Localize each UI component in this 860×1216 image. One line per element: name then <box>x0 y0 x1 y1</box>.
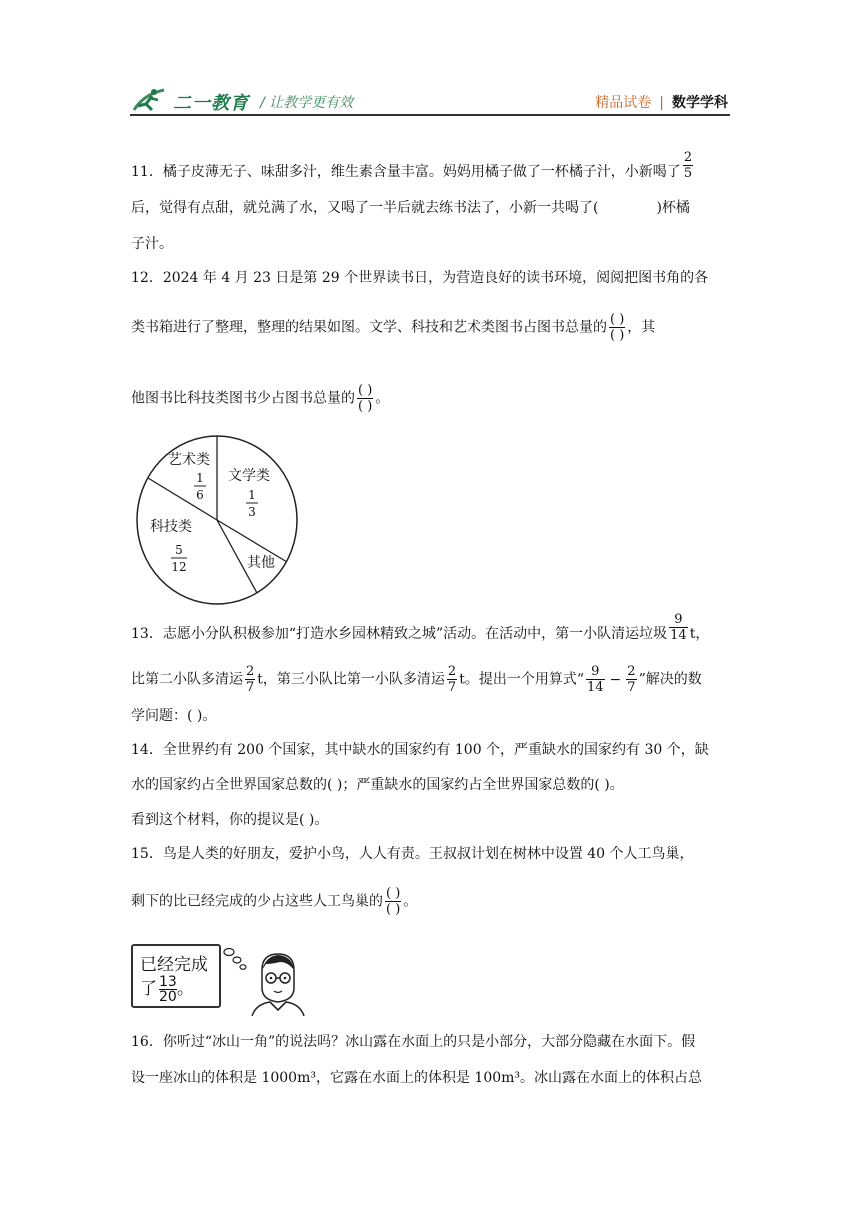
q15-blank-fraction[interactable]: ( ) ( ) <box>386 886 401 917</box>
q13-fraction-9-14: $\frac{9}{14}$ <box>670 611 687 643</box>
slice-value-art-n: 1 <box>196 471 204 485</box>
q13-line3: 学问题：( )。 <box>131 708 217 724</box>
q14-line1: 14．全世界约有 200 个国家，其中缺水的国家约有 100 个，严重缺水的国家约有 30 个，缺 <box>131 742 709 758</box>
speech-line1: 已经完成 <box>140 955 208 975</box>
brand-slogan: / 让教学更有效 <box>260 95 354 111</box>
slice-divider-art <box>148 478 217 520</box>
paper-tag: 精品试卷 <box>595 95 652 111</box>
q12-line2: 类书箱进行了整理，整理的结果如图。文学、科技和艺术类图书占图书总量的 ( ) ( ) ，其 <box>131 312 656 343</box>
q11-fraction: $\frac{2}{5}$ <box>683 149 693 181</box>
q12-blank-fraction-1[interactable]: ( ) ( ) <box>610 312 625 343</box>
q12-line3: 他图书比科技类图书少占图书总量的 ( ) ( ) 。 <box>131 383 390 414</box>
page-header <box>130 86 730 116</box>
brand-logo <box>130 86 250 114</box>
slice-value-sci-d: 12 <box>171 560 187 574</box>
slice-label-other: 其他 <box>247 555 275 571</box>
q16-line2: 设一座冰山的体积是 1000m³，它露在水面上的体积是 100m³。冰山露在水面上的体积占总 <box>131 1070 703 1086</box>
q13-fraction-2-7-b: $\frac{2}{7}$ <box>447 664 457 695</box>
slice-label-lit: 文学类 <box>228 468 270 484</box>
q16-line1: 16．你听过“冰山一角”的说法吗？冰山露在水面上的只是小部分，大部分隐藏在水面下。假 <box>131 1034 696 1050</box>
q11-line2: 后，觉得有点甜，就兑满了水，又喝了一半后就去练书法了，小新一共喝了( )杯橘 <box>131 200 690 216</box>
q13-fraction-expr-2: $\frac{2}{7}$ <box>627 664 636 695</box>
slice-value-lit-n: 1 <box>248 488 256 502</box>
brand-name: 二一教育 <box>173 93 249 114</box>
runner-logo-icon <box>130 86 172 114</box>
slice-label-sci: 科技类 <box>150 519 192 535</box>
slice-value-lit-d: 3 <box>248 505 256 519</box>
q12-blank-fraction-2[interactable]: ( ) ( ) <box>358 383 373 414</box>
slice-label-art: 艺术类 <box>168 452 210 468</box>
subject-label: 数学学科 <box>672 95 728 111</box>
speech-box <box>131 944 221 1008</box>
q14-line2: 水的国家约占全世界国家总数的( )；严重缺水的国家约占全世界国家总数的( )。 <box>131 777 624 793</box>
q12-line1: 12．2024 年 4 月 23 日是第 29 个世界读书日，为营造良好的读书环境，阅阅把图书角的各 <box>131 270 709 286</box>
q11-text1: 11．橘子皮薄无子、味甜多汁，维生素含量丰富。妈妈用橘子做了一杯橘子汁，小新喝了 <box>131 164 681 180</box>
q13-line2: 比第二小队多清运 $\frac{2}{7}$ t，第三小队比第一小队多清运 $\frac{2}{7}$ t。提出一个用算式“ $\frac{9}{14}$ − $\frac{2}{7}$ ”解决的数 <box>131 664 702 695</box>
q15-line1: 15．鸟是人类的好朋友，爱护小鸟，人人有责。王叔叔计划在树林中设置 40 个人工鸟巢， <box>131 846 694 862</box>
header-separator: | <box>659 95 664 111</box>
book-category-pie-chart <box>136 435 298 605</box>
slice-value-sci-n: 5 <box>175 543 183 557</box>
uncle-wang-illustration <box>222 944 314 1016</box>
speech-line2: 了 $\frac{13}{20}$ 。 <box>140 973 194 1005</box>
q13-fraction-2-7-a: $\frac{2}{7}$ <box>246 664 255 695</box>
q14-line3: 看到这个材料，你的提议是( )。 <box>131 812 329 828</box>
speech-fraction: $\frac{13}{20}$ <box>159 973 177 1005</box>
slice-value-art-d: 6 <box>196 488 204 502</box>
q11-line1 <box>131 149 695 182</box>
q11-line3: 子汁。 <box>131 236 173 252</box>
q13-fraction-expr-1: $\frac{9}{14}$ <box>587 664 604 695</box>
q13-line1: 13．志愿小分队积极参加“打造水乡园林精致之城”活动。在活动中，第一小队清运垃圾 $\frac{9}{14}$ t， <box>131 611 710 643</box>
q15-line2: 剩下的比已经完成的少占这些人工鸟巢的 ( ) ( ) 。 <box>131 886 418 917</box>
header-right <box>595 92 728 112</box>
